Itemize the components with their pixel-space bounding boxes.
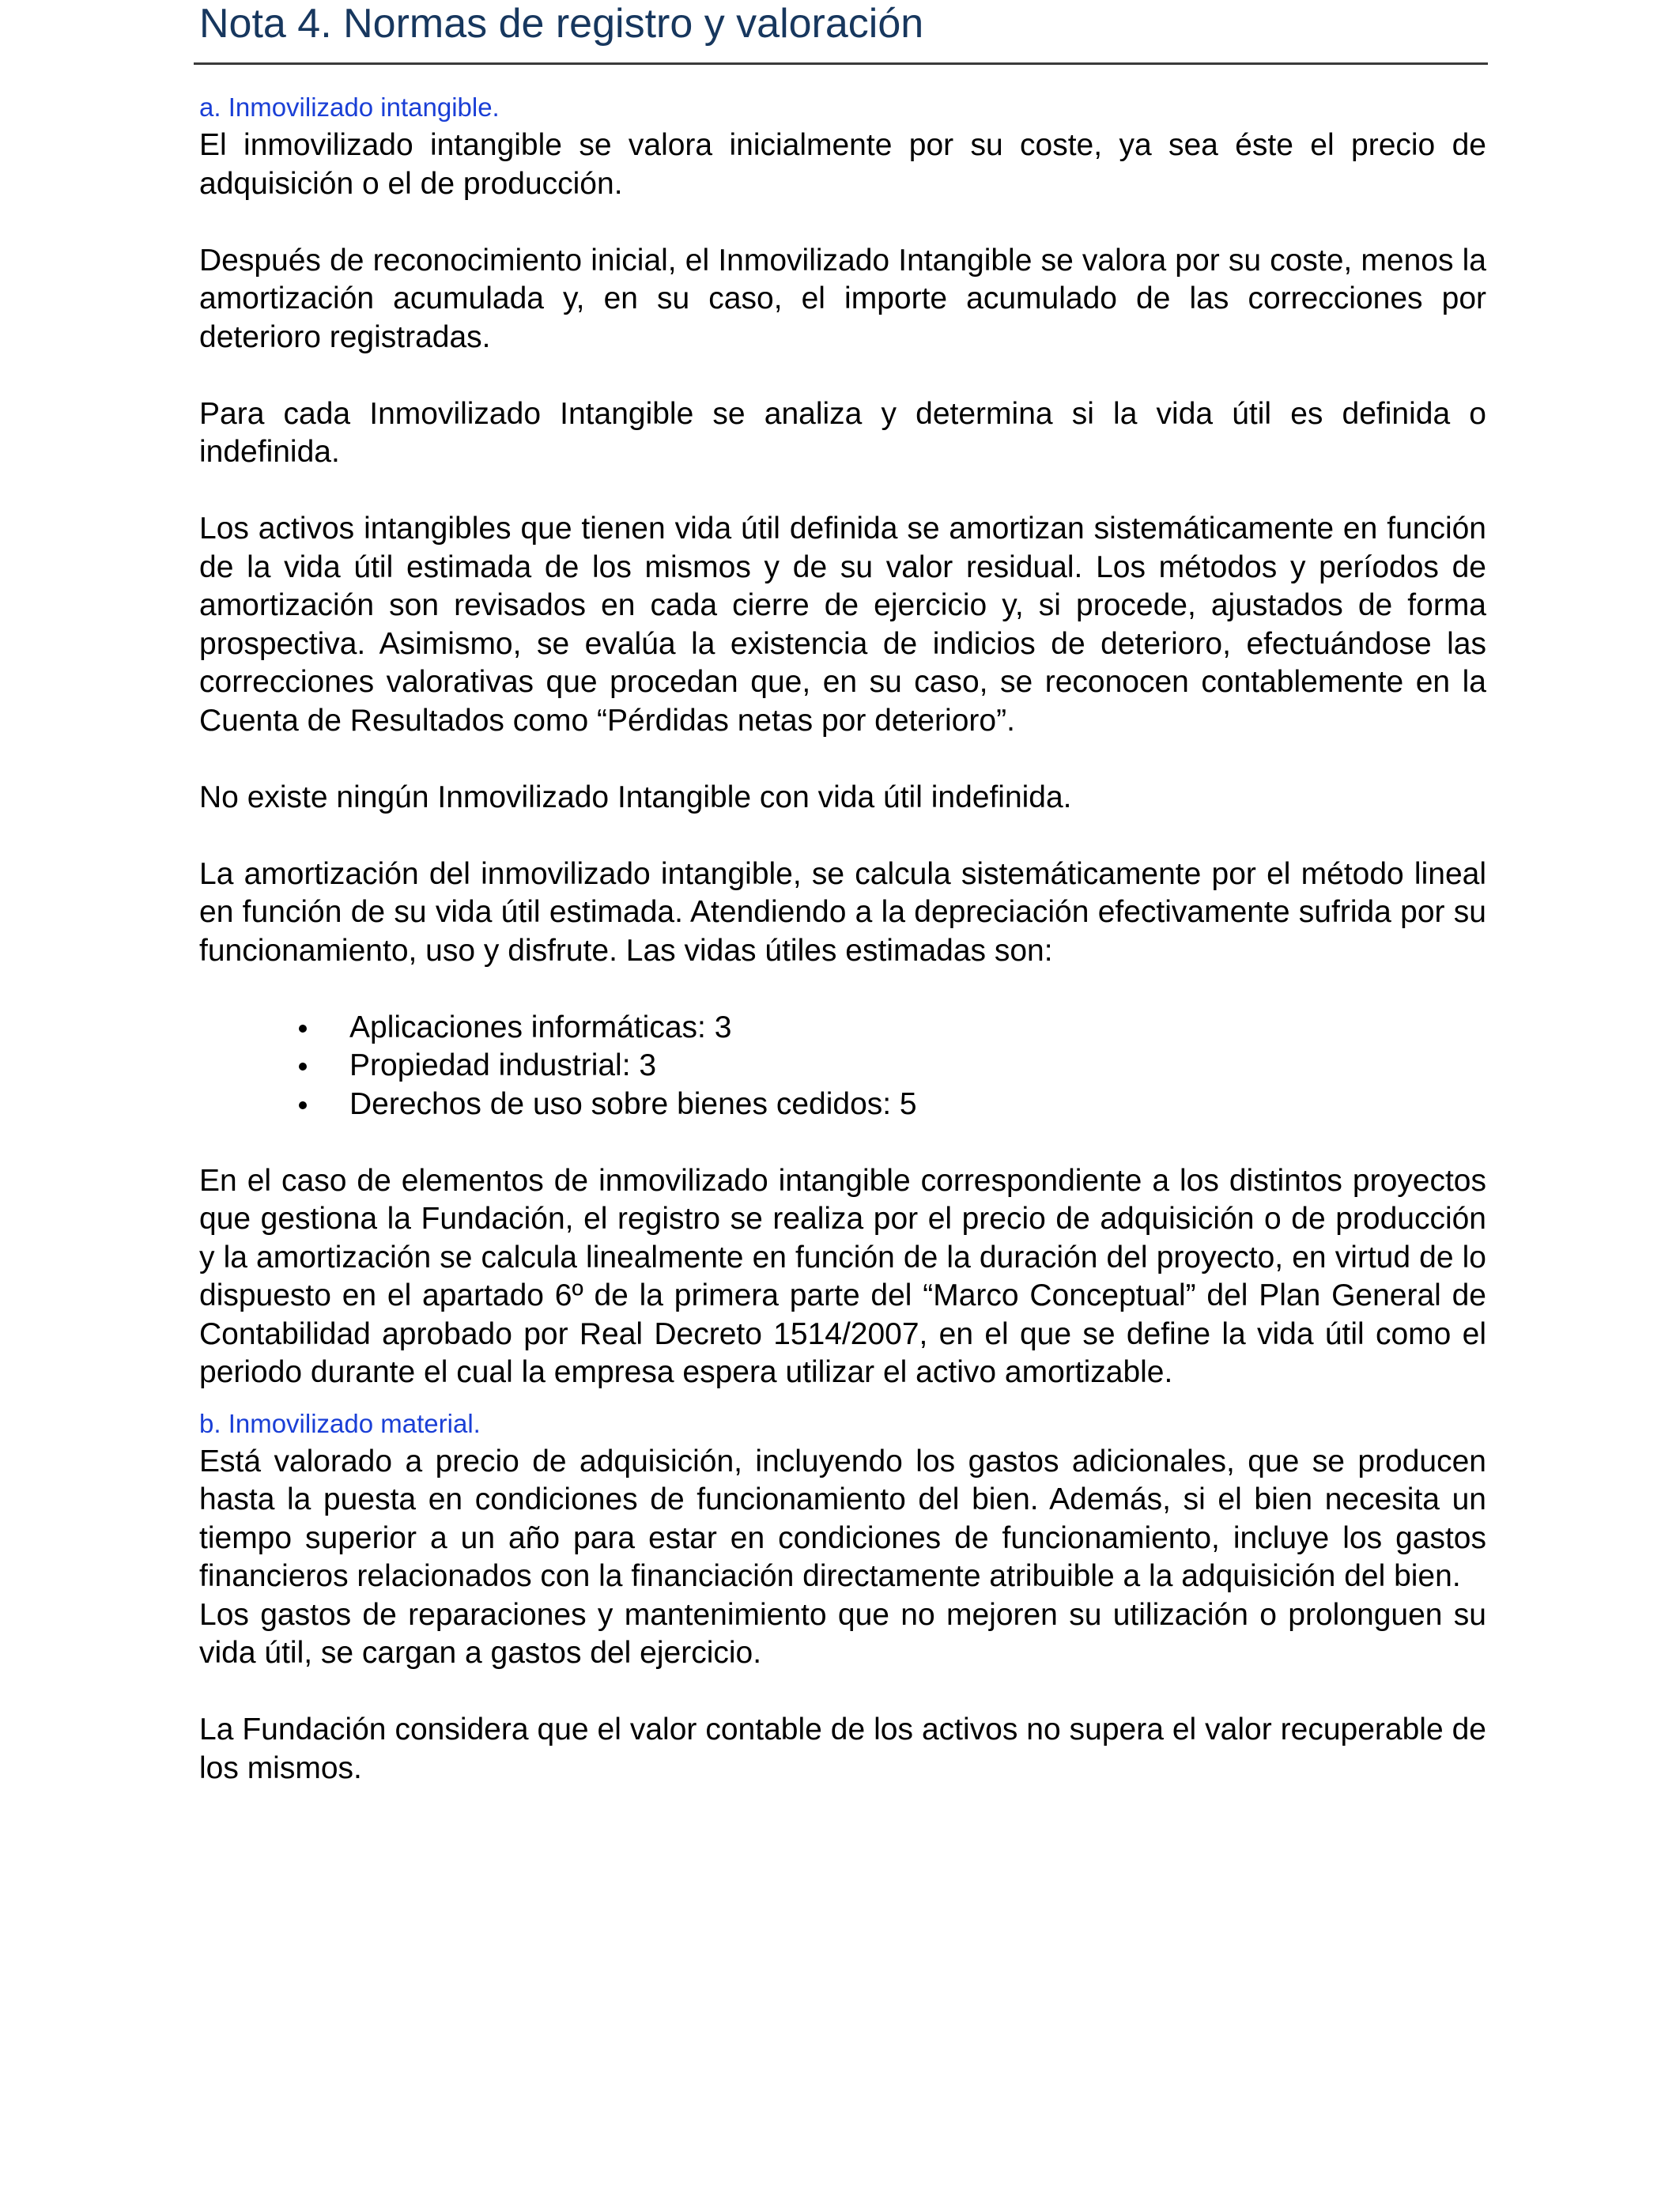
section-a-heading: a. Inmovilizado intangible.: [199, 93, 500, 122]
section-b-heading: b. Inmovilizado material.: [199, 1408, 481, 1438]
section-b-paragraph-3: La Fundación considera que el valor contable de los activos no supera el valor recuperable de los mismos.: [199, 1713, 1486, 1785]
paragraph-spacer: [199, 203, 1486, 242]
section-a-paragraph-1: El inmovilizado intangible se valora inicialmente por su coste, ya sea éste el precio de adquisición o el de producción.: [199, 128, 1486, 201]
section-a-paragraph-6: La amortización del inmovilizado intangible, se calcula sistemáticamente por el método lineal en función de su vida útil estimada. Atendiendo a la depreciación efectivamente sufrida por su funcionamiento, uso y disfrute. Las vidas útiles estimadas son:: [199, 856, 1486, 968]
section-a-paragraph-3: Para cada Inmovilizado Intangible se analiza y determina si la vida útil es definida o indefinida.: [199, 396, 1486, 469]
section-a-paragraph-5: No existe ningún Inmovilizado Intangible con vida útil indefinida.: [199, 780, 1072, 814]
section-a-closing-paragraph: En el caso de elementos de inmovilizado intangible correspondiente a los distintos proyectos que gestiona la Fundación, el registro se realiza por el precio de adquisición o de producción y la amortización se calcula linealmente en función de la duración del proyecto, en virtud de lo dispuesto en el apartado 6º de la primera parte del “Marco Conceptual” del Plan General de Contabilidad aprobado por Real Decreto 1514/2007, en el que se define la vida útil como el periodo durante el cual la empresa espera utilizar el activo amortizable.: [199, 1163, 1486, 1389]
bullet-icon: [299, 1063, 307, 1071]
paragraph-spacer: [199, 1123, 1486, 1162]
list-item-text: Aplicaciones informáticas: 3: [349, 1010, 732, 1044]
useful-lives-list: [199, 1009, 1486, 1124]
section-b-paragraph-1: Está valorado a precio de adquisición, incluyendo los gastos adicionales, que se producen hasta la puesta en condiciones de funcionamiento del bien. Además, si el bien necesita un tiempo superior a un año para estar en condiciones de funcionamiento, incluye los gastos financieros relacionados con la financiación directamente atribuible a la adquisición del bien.: [199, 1444, 1486, 1593]
list-item-text: Derechos de uso sobre bienes cedidos: 5: [349, 1086, 917, 1121]
paragraph-spacer: [199, 740, 1486, 779]
list-item: [199, 1009, 1486, 1048]
title-divider: [194, 62, 1488, 65]
paragraph-spacer: [199, 970, 1486, 1009]
section-b-paragraph-2: Los gastos de reparaciones y mantenimiento que no mejoren su utilización o prolonguen su vida útil, se cargan a gastos del ejercicio.: [199, 1597, 1486, 1670]
paragraph-spacer: [199, 472, 1486, 511]
list-item: [199, 1047, 1486, 1086]
paragraph-spacer: [199, 357, 1486, 395]
page-title: Nota 4. Normas de registro y valoración: [199, 1, 924, 47]
bullet-icon: [299, 1101, 307, 1109]
paragraph-spacer: [199, 817, 1486, 855]
section-a-paragraph-2: Después de reconocimiento inicial, el Inmovilizado Intangible se valora por su coste, menos la amortización acumulada y, en su caso, el importe acumulado de las correcciones por deterioro registradas.: [199, 243, 1486, 354]
section-a-paragraph-4: Los activos intangibles que tienen vida útil definida se amortizan sistemáticamente en función de la vida útil estimada de los mismos y de su valor residual. Los métodos y períodos de amortización son revisados en cada cierre de ejercicio y, si procede, ajustados de forma prospectiva. Asimismo, se evalúa la existencia de indicios de deterioro, efectuándose las correcciones valorativas que procedan que, en su caso, se reconocen contablemente en la Cuenta de Resultados como “Pérdidas netas por deterioro”.: [199, 512, 1486, 738]
paragraph-spacer: [199, 1673, 1486, 1712]
document-body: [199, 89, 1486, 1788]
list-item: [199, 1086, 1486, 1124]
bullet-icon: [299, 1025, 307, 1033]
list-item-text: Propiedad industrial: 3: [349, 1048, 657, 1082]
